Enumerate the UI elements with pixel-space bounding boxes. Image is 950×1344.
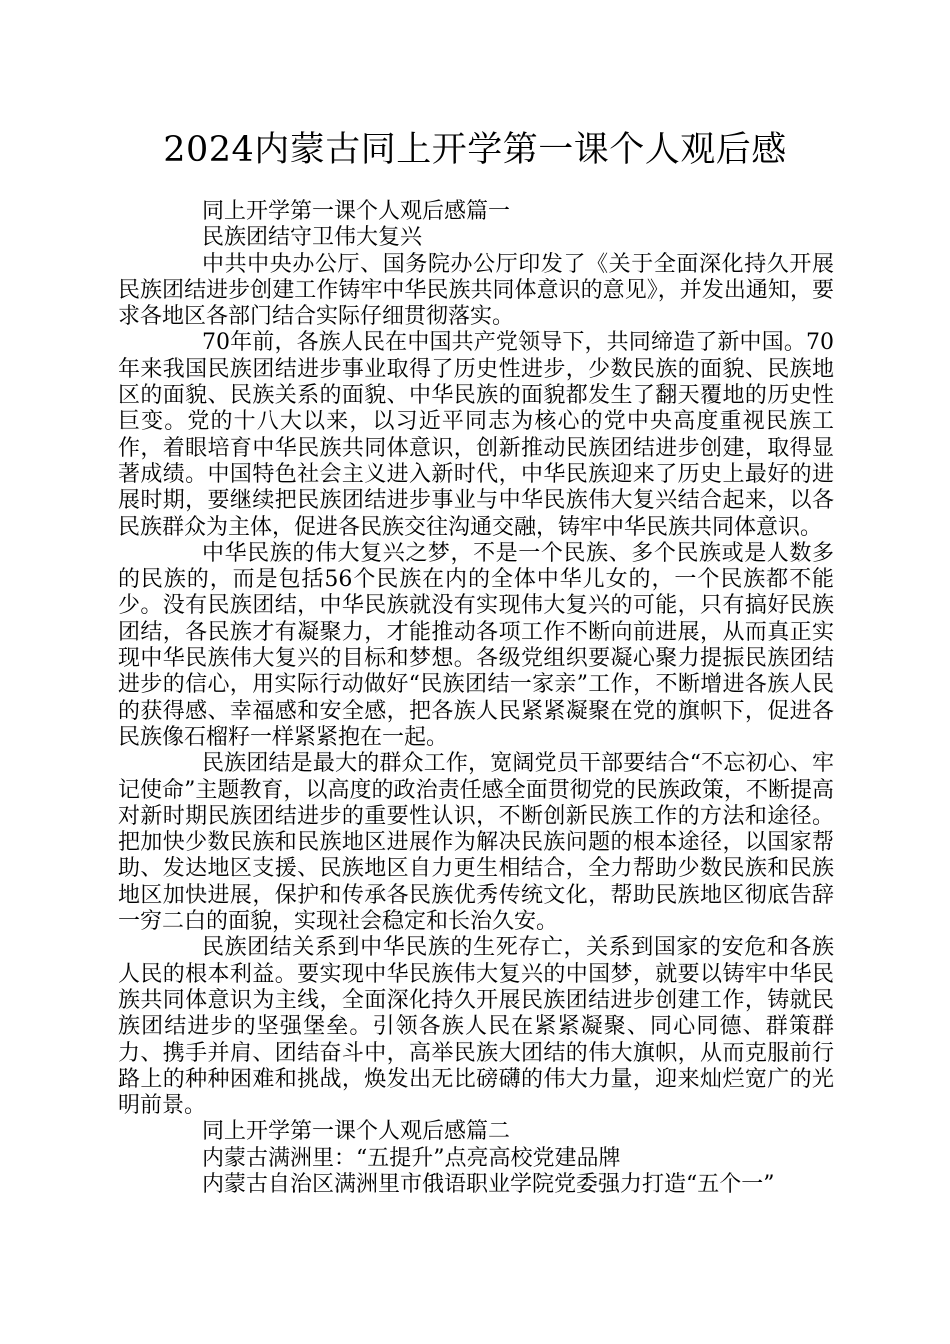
document-body	[118, 199, 834, 1198]
paragraph: 中共中央办公厅、国务院办公厅印发了《关于全面深化持久开展民族团结进步创建工作铸牢中华民族共同体意识的意见》，并发出通知，要求各地区各部门结合实际仔细贯彻落实。	[118, 251, 834, 330]
document-title: 2024内蒙古同上开学第一课个人观后感	[163, 130, 787, 170]
section-heading-1: 同上开学第一课个人观后感篇一	[202, 199, 511, 224]
paragraph: 70年前，各族人民在中国共产党领导下，共同缔造了新中国。70年来我国民族团结进步事业取得了历史性进步，少数民族的面貌、民族地区的面貌、民族关系的面貌、中华民族的面貌都发生了翻天覆地的历史性巨变。党的十八大以来，以习近平同志为核心的党中央高度重视民族工作，着眼培育中华民族共同体意识，创新推动民族团结进步创建，取得显著成绩。中国特色社会主义进入新时代，中华民族迎来了历史上最好的进展时期，要继续把民族团结进步事业与中华民族伟大复兴结合起来，以各民族群众为主体，促进各民族交往沟通交融，铸牢中华民族共同体意识。	[118, 330, 834, 540]
paragraph: 民族团结是最大的群众工作，宽阔党员干部要结合“不忘初心、牢记使命”主题教育，以高度的政治责任感全面贯彻党的民族政策，不断提高对新时期民族团结进步的重要性认识，不断创新民族工作的方法和途径。把加快少数民族和民族地区进展作为解决民族问题的根本途径，以国家帮助、发达地区支援、民族地区自力更生相结合，全力帮助少数民族和民族地区加快进展，保护和传承各民族优秀传统文化，帮助民族地区彻底告辞一穷二白的面貌，实现社会稳定和长治久安。	[118, 751, 834, 935]
paragraph: 内蒙古自治区满洲里市俄语职业学院党委强力打造“五个一”	[202, 1171, 775, 1197]
article-heading-2: 内蒙古满洲里：“五提升”点亮高校党建品牌	[202, 1145, 621, 1171]
section-heading-2: 同上开学第一课个人观后感篇二	[202, 1119, 511, 1145]
paragraph: 中华民族的伟大复兴之梦，不是一个民族、多个民族或是人数多的民族的，而是包括56个民族在内的全体中华儿女的，一个民族都不能少。没有民族团结，中华民族就没有实现伟大复兴的可能，只有搞好民族团结，各民族才有凝聚力，才能推动各项工作不断向前进展，从而真正实现中华民族伟大复兴的目标和梦想。各级党组织要凝心聚力提振民族团结进步的信心，用实际行动做好“民族团结一家亲”工作，不断增进各族人民的获得感、幸福感和安全感，把各族人民紧紧凝聚在党的旗帜下，促进各民族像石榴籽一样紧紧抱在一起。	[118, 540, 834, 750]
paragraph: 民族团结关系到中华民族的生死存亡，关系到国家的安危和各族人民的根本利益。要实现中华民族伟大复兴的中国梦，就要以铸牢中华民族共同体意识为主线，全面深化持久开展民族团结进步创建工作，铸就民族团结进步的坚强堡垒。引领各族人民在紧紧凝聚、同心同德、群策群力、携手并肩、团结奋斗中，高举民族大团结的伟大旗帜，从而克服前行路上的种种困难和挑战，焕发出无比磅礴的伟大力量，迎来灿烂宽广的光明前景。	[118, 935, 834, 1119]
article-heading-1: 民族团结守卫伟大复兴	[202, 225, 423, 251]
